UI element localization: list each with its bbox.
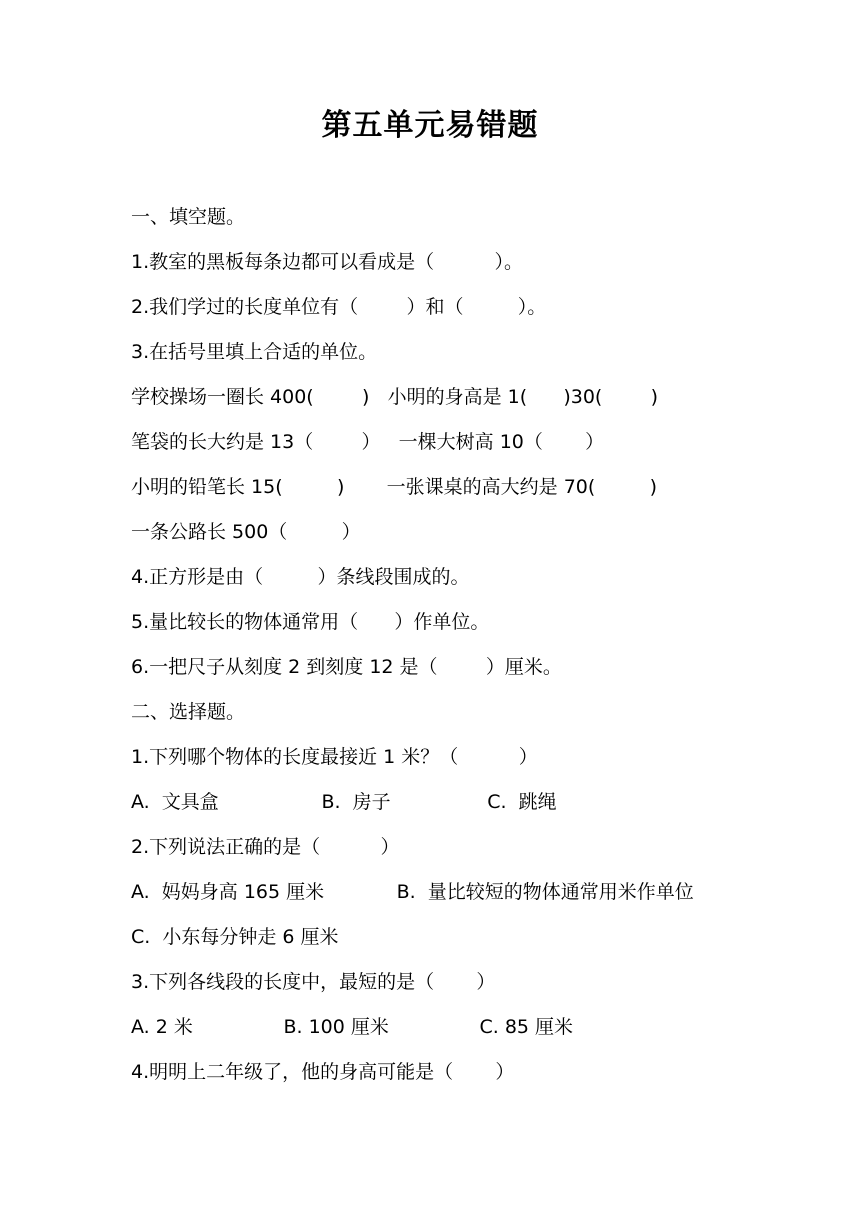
question-line: 2.下列说法正确的是（ ）	[131, 836, 400, 858]
question-line: 5.量比较长的物体通常用（ ）作单位。	[131, 611, 490, 633]
question-line: 学校操场一圈长 400( ) 小明的身高是 1( )30( )	[131, 386, 659, 408]
answer-options: A. 妈妈身高 165 厘米 B. 量比较短的物体通常用米作单位	[131, 881, 694, 903]
page-title: 第五单元易错题	[321, 108, 539, 143]
answer-options: A. 文具盒 B. 房子 C. 跳绳	[131, 791, 557, 813]
answer-options: C. 小东每分钟走 6 厘米	[131, 926, 339, 948]
question-line: 3.在括号里填上合适的单位。	[131, 341, 378, 363]
question-line: 6.一把尺子从刻度 2 到刻度 12 是（ ）厘米。	[131, 656, 562, 678]
question-line: 3.下列各线段的长度中，最短的是（ ）	[131, 971, 496, 993]
question-line: 一条公路长 500（ ）	[131, 521, 361, 543]
question-line: 1.下列哪个物体的长度最接近 1 米？（ ）	[131, 746, 538, 768]
answer-options: A. 2 米 B. 100 厘米 C. 85 厘米	[131, 1016, 574, 1038]
question-line: 小明的铅笔长 15( ) 一张课桌的高大约是 70( )	[131, 476, 658, 498]
question-line: 4.正方形是由（ ）条线段围成的。	[131, 566, 470, 588]
question-line: 笔袋的长大约是 13（ ） 一棵大树高 10（ ）	[131, 431, 605, 453]
section-heading-choice: 二、选择题。	[131, 701, 246, 723]
question-line: 1.教室的黑板每条边都可以看成是（ ）。	[131, 251, 524, 273]
section-heading-fill-in: 一、填空题。	[131, 206, 246, 228]
question-line: 2.我们学过的长度单位有（ ）和（ ）。	[131, 296, 547, 318]
question-line: 4.明明上二年级了，他的身高可能是（ ）	[131, 1061, 515, 1083]
